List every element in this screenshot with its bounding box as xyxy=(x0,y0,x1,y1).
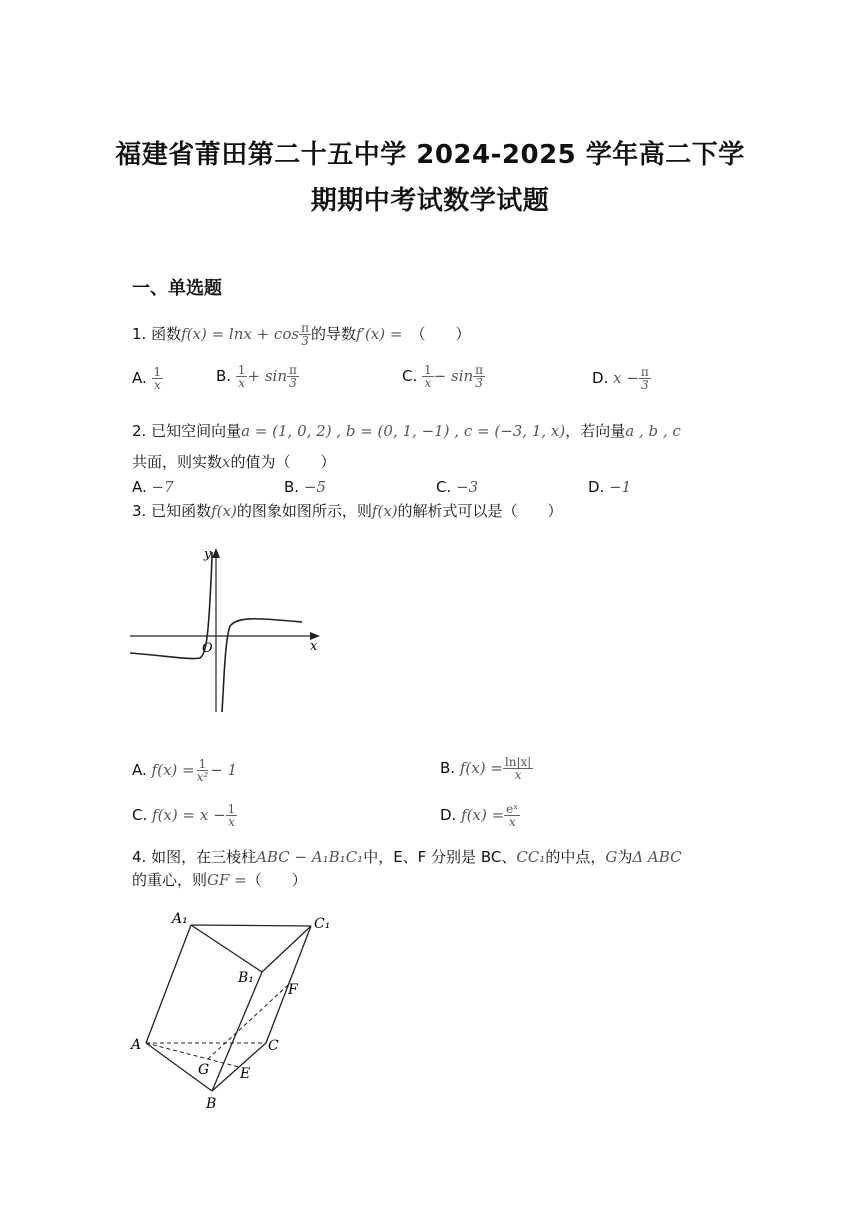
q1-prefix: 1. 函数 xyxy=(132,325,182,343)
q3-fx2: f(x) xyxy=(371,502,398,520)
q2-option-b xyxy=(284,478,326,496)
q1-a-den: x xyxy=(153,378,161,392)
label-e: E xyxy=(240,1066,251,1082)
q4-tail: 的中点， xyxy=(545,848,606,866)
q1-c-den: x xyxy=(424,376,432,390)
label-a: A xyxy=(131,1037,142,1053)
q3-option-a xyxy=(132,758,237,783)
q1-c-pi: π xyxy=(475,363,484,377)
q3-curve-left xyxy=(130,552,212,659)
q3-option-c xyxy=(132,803,237,828)
q4-gf: GF = xyxy=(207,871,247,889)
label-a1: A₁ xyxy=(172,911,188,927)
q3-x-label: x xyxy=(310,639,318,654)
q3-a-head: f(x) = xyxy=(151,761,195,779)
question-2 xyxy=(132,420,681,441)
q4-prism: ABC − A₁B₁C₁ xyxy=(256,848,364,866)
edge-b1-c1 xyxy=(262,926,311,972)
q2-a-label: A. xyxy=(132,478,147,496)
label-b: B xyxy=(206,1096,217,1112)
q1-frac-den: 3 xyxy=(301,334,309,348)
q4-mid: 中，E、F 分别是 BC、 xyxy=(363,848,517,866)
q1-frac-num: π xyxy=(301,321,309,335)
q3-a-tail: − 1 xyxy=(210,761,238,779)
q1-option-c-label: C. xyxy=(402,367,418,385)
q3-fx: f(x) xyxy=(211,502,237,520)
section-heading-single-choice: 一、单选题 xyxy=(132,278,222,299)
q1-option-d-label: D. xyxy=(592,369,609,387)
q3-function-graph xyxy=(128,540,328,715)
q2-var: x xyxy=(222,453,231,471)
q1-c-three: 3 xyxy=(475,376,483,390)
q3-c-num: 1 xyxy=(227,802,236,816)
q1-option-b-frac xyxy=(236,364,248,389)
q3-d-den: x xyxy=(508,815,516,829)
q1-option-c-frac2 xyxy=(473,364,485,389)
q3-b-den: x xyxy=(514,768,522,782)
q1-paren: （ ） xyxy=(410,325,471,343)
q1-b-den: x xyxy=(238,376,246,390)
q3-a-frac xyxy=(195,758,211,783)
q1-c-tail: − sin xyxy=(433,367,474,385)
q3-c-den: x xyxy=(228,815,235,829)
q3-c-head: f(x) = x − xyxy=(152,806,226,824)
q3-option-b xyxy=(440,756,533,781)
q3-d-label: D. xyxy=(440,806,457,824)
q4-prefix: 4. 如图，在三棱柱 xyxy=(132,848,257,866)
q4-tail2: 为 xyxy=(617,848,633,866)
edge-a-e-dashed xyxy=(146,1043,239,1067)
q1-b-num: 1 xyxy=(237,363,246,377)
q3-d-head: f(x) = xyxy=(461,806,505,824)
q1-b-tail: + sin xyxy=(247,367,287,385)
question-4-line2 xyxy=(132,869,307,890)
edge-a-a1 xyxy=(146,925,191,1043)
q1-d-three: 3 xyxy=(641,378,649,392)
q2-b-value: −5 xyxy=(303,478,326,496)
q1-option-c xyxy=(402,364,485,389)
edge-a1-c1 xyxy=(191,925,311,926)
q3-origin-label: O xyxy=(202,641,213,656)
q2-line2: 共面，则实数 xyxy=(132,453,223,471)
label-g: G xyxy=(198,1062,210,1078)
q3-d-num: eˣ xyxy=(506,802,519,816)
q3-curve-right xyxy=(222,619,302,712)
q1-fraction xyxy=(299,322,311,347)
q4-line2-b: （ ） xyxy=(246,871,307,889)
q3-b-num: ln|x| xyxy=(504,755,532,769)
edge-b-b1 xyxy=(212,972,262,1091)
q3-a-label: A. xyxy=(132,761,147,779)
q3-prefix: 3. 已知函数 xyxy=(132,502,212,520)
q1-option-d-frac xyxy=(639,366,651,391)
q1-option-b-frac2 xyxy=(287,364,299,389)
q3-a-den: x² xyxy=(196,770,209,784)
q2-prefix: 2. 已知空间向量 xyxy=(132,422,242,440)
q1-option-a-label: A. xyxy=(132,369,147,387)
q2-option-d xyxy=(588,478,631,496)
q3-option-d xyxy=(440,803,520,828)
q2-vectors: a = (1, 0, 2) , b = (0, 1, −1) , c = (−3, 1, x) xyxy=(241,422,566,440)
q1-c-num: 1 xyxy=(424,363,432,377)
q1-a-num: 1 xyxy=(153,365,162,379)
q1-option-b-label: B. xyxy=(216,367,232,385)
q3-tail: 的解析式可以是（ ） xyxy=(397,502,563,520)
q2-vector-list: a , b , c xyxy=(625,422,681,440)
q4-g: G xyxy=(605,848,618,866)
q1-mid: 的导数 xyxy=(310,325,356,343)
q2-d-value: −1 xyxy=(609,478,632,496)
question-1 xyxy=(132,322,470,347)
q1-b-three: 3 xyxy=(289,376,297,390)
q1-expression: f(x) = lnx + cos xyxy=(181,325,300,343)
q3-c-label: C. xyxy=(132,806,148,824)
q1-b-pi: π xyxy=(288,363,297,377)
q2-a-value: −7 xyxy=(151,478,174,496)
q1-option-b xyxy=(216,364,299,389)
q3-b-head: f(x) = xyxy=(459,759,503,777)
label-b1: B₁ xyxy=(238,970,254,986)
q1-derivative: f′(x) = xyxy=(355,325,403,343)
q3-y-label: y xyxy=(204,547,212,562)
label-f: F xyxy=(288,982,298,998)
edge-a1-b1 xyxy=(191,925,262,972)
label-c1: C₁ xyxy=(314,916,331,932)
q2-b-label: B. xyxy=(284,478,300,496)
q3-a-num: 1 xyxy=(198,757,207,771)
q3-b-label: B. xyxy=(440,759,456,777)
question-4 xyxy=(132,846,682,867)
q3-c-frac xyxy=(226,803,238,828)
q1-option-a xyxy=(132,366,163,391)
q3-d-frac xyxy=(504,803,520,828)
q1-option-d xyxy=(592,366,651,391)
q2-line2-tail: 的值为（ ） xyxy=(230,453,336,471)
q2-d-label: D. xyxy=(588,478,605,496)
q2-c-label: C. xyxy=(436,478,452,496)
q1-option-a-frac xyxy=(152,366,164,391)
q4-triangle: Δ ABC xyxy=(632,848,682,866)
question-3 xyxy=(132,500,563,521)
q1-d-pi: π xyxy=(640,365,649,379)
q1-option-c-frac xyxy=(422,364,434,389)
q4-line2-a: 的重心，则 xyxy=(132,871,208,889)
q2-option-a xyxy=(132,478,174,496)
q4-prism-figure xyxy=(128,908,348,1113)
page-title-line2: 期期中考试数学试题 xyxy=(310,186,550,216)
q3-y-arrow xyxy=(212,548,220,558)
q4-cc1: CC₁ xyxy=(516,848,546,866)
q2-c-value: −3 xyxy=(456,478,479,496)
q3-mid: 的图象如图所示，则 xyxy=(236,502,372,520)
page-title-line1: 福建省莆田第二十五中学 2024-2025 学年高二下学 xyxy=(115,140,745,170)
q2-mid: ，若向量 xyxy=(565,422,626,440)
q2-option-c xyxy=(436,478,478,496)
label-c: C xyxy=(268,1038,279,1054)
question-2-line2 xyxy=(132,451,336,472)
q1-d-head: x − xyxy=(613,369,639,387)
q3-b-frac xyxy=(503,756,533,781)
